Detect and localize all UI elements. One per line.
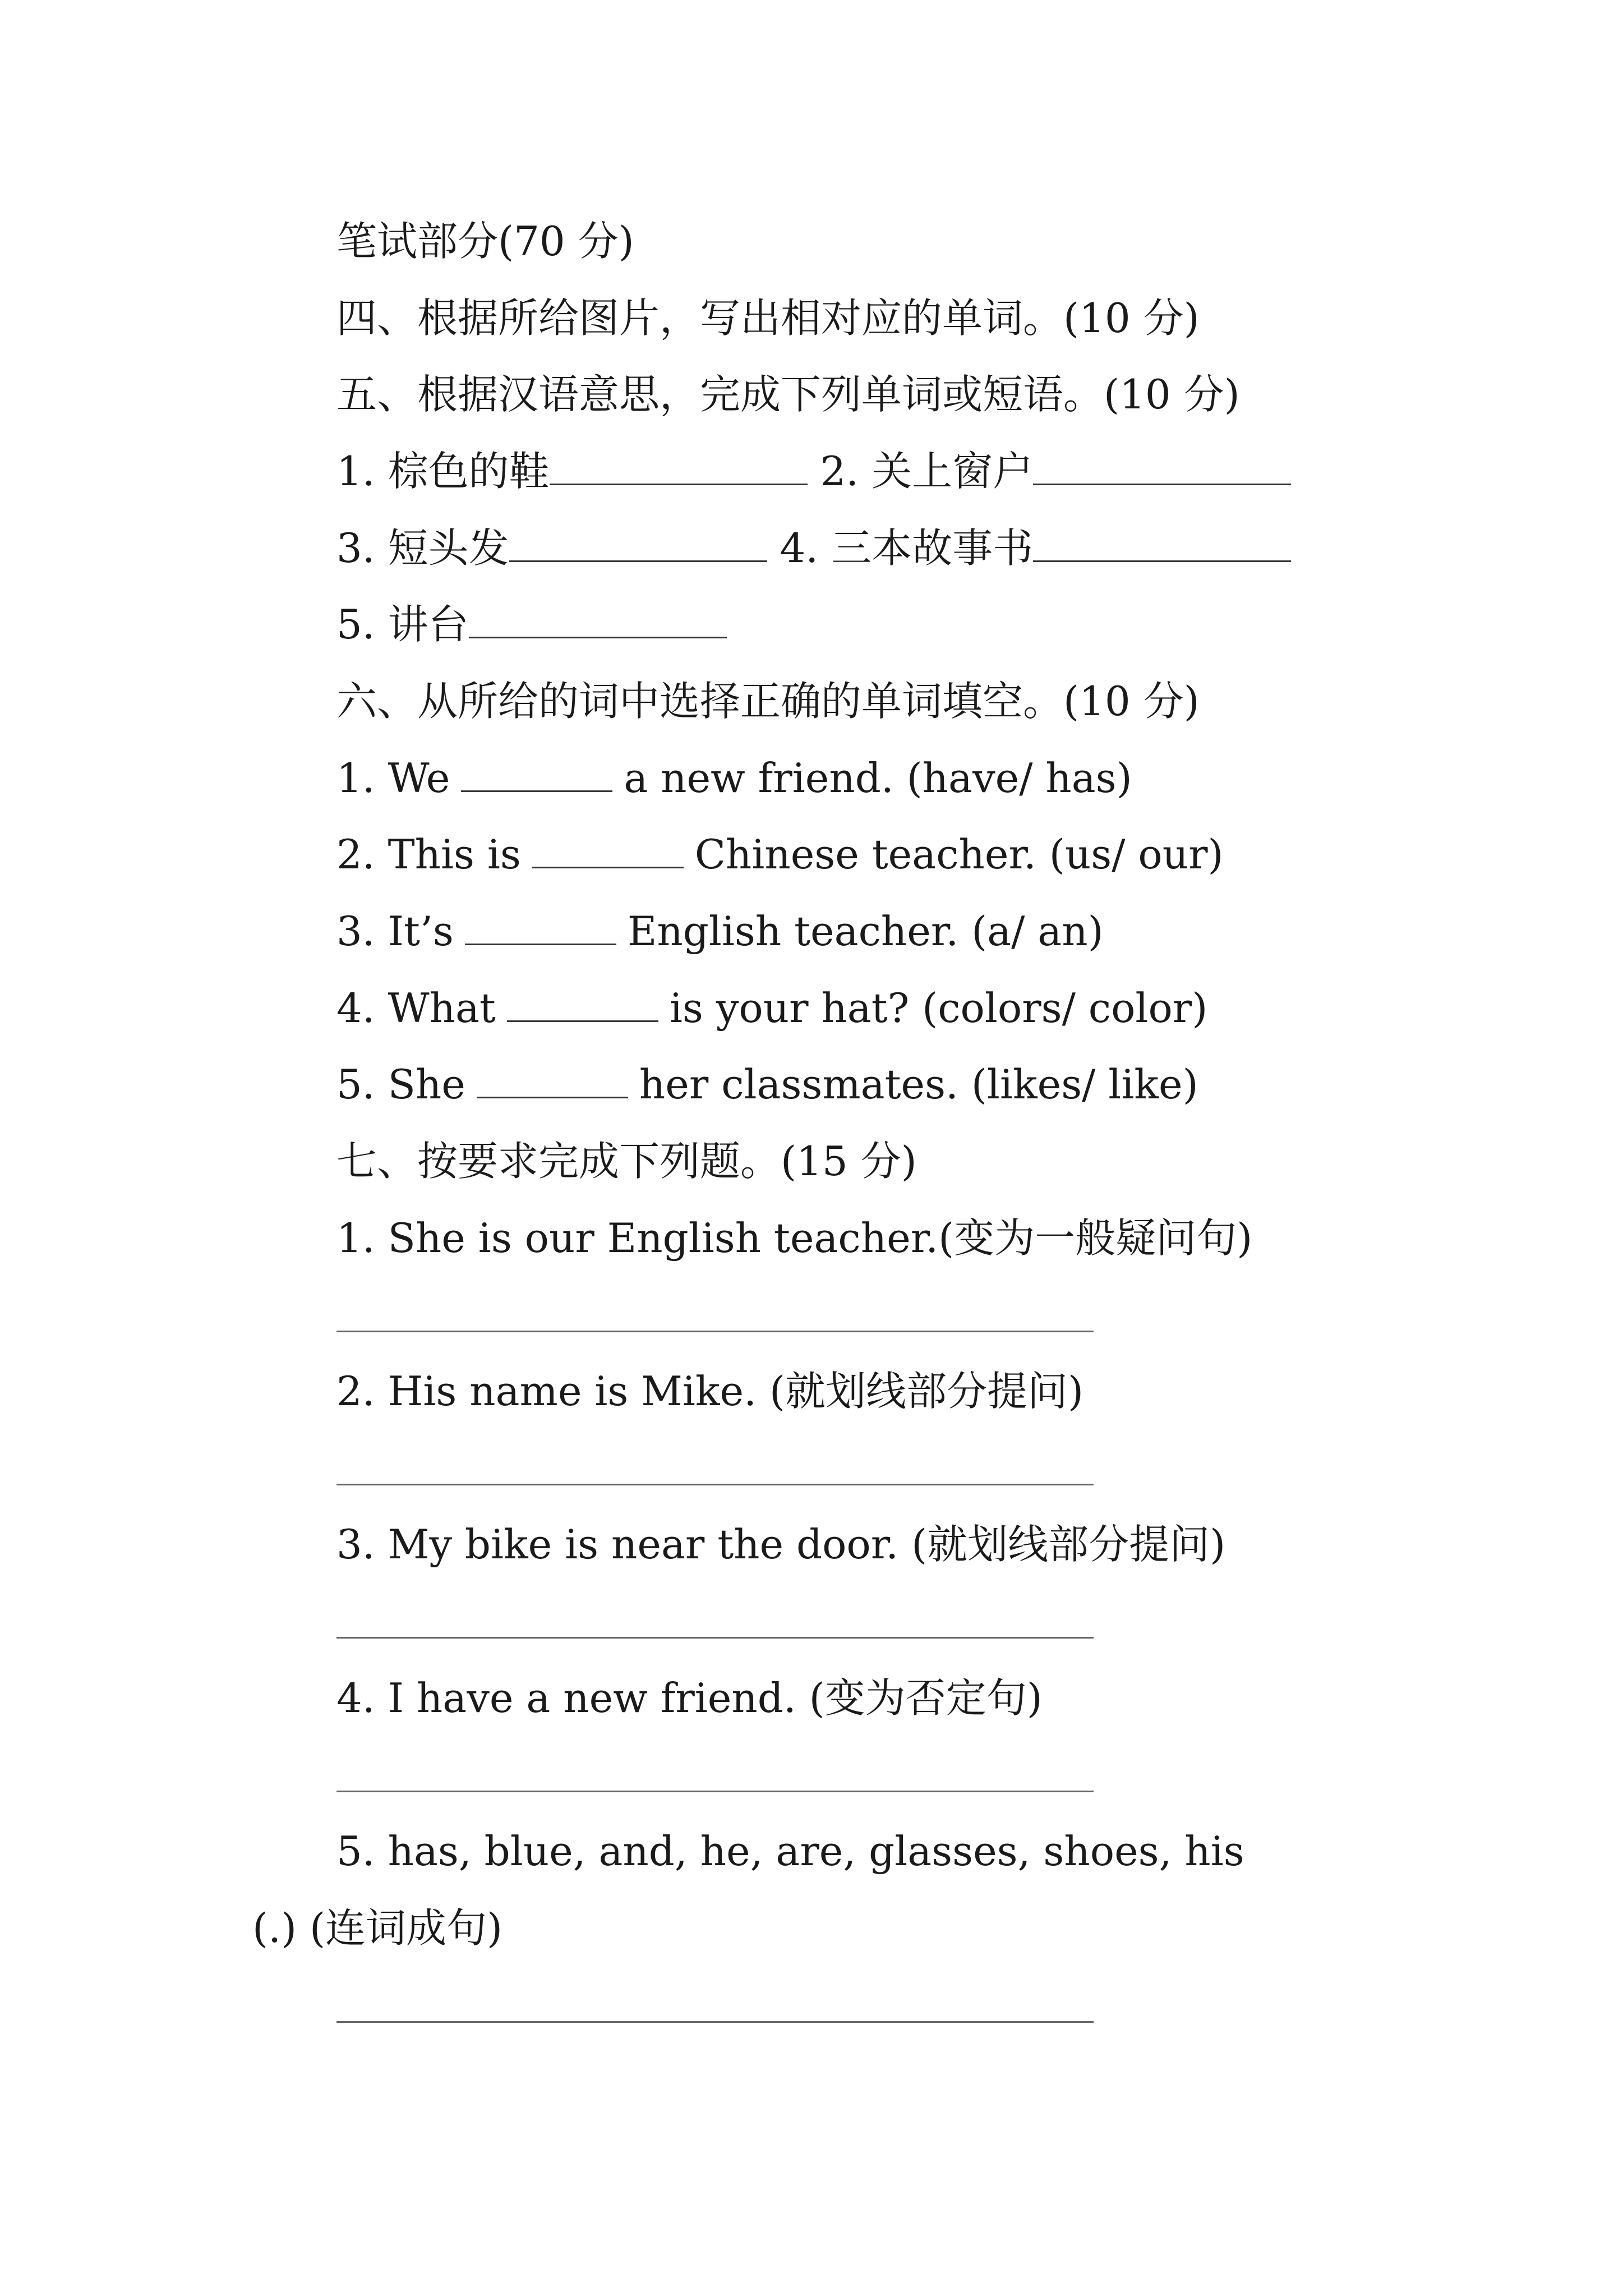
answer-blank[interactable]: [550, 448, 808, 485]
section-7-heading: 七、按要求完成下列题。(15 分): [336, 1138, 917, 1185]
section-6-item-1: [336, 753, 1132, 803]
section-6-heading: 六、从所给的词中选择正确的单词填空。(10 分): [336, 678, 1200, 725]
answer-line[interactable]: [336, 1637, 1094, 1639]
item-text: 讲台: [388, 601, 469, 648]
item-text: has, blue, and, he, are, glasses, shoes, his: [388, 1828, 1244, 1875]
item-number: 4.: [780, 524, 819, 572]
answer-line[interactable]: [336, 1791, 1094, 1792]
answer-blank[interactable]: [477, 1061, 628, 1098]
item-number: 2.: [820, 448, 859, 495]
section-6-item-4: [336, 983, 1207, 1033]
section-7-item-4: [336, 1673, 1043, 1723]
item-number: 2.: [336, 831, 375, 878]
item-number: 1.: [336, 448, 375, 495]
answer-blank[interactable]: [461, 754, 612, 792]
answer-blank[interactable]: [465, 908, 616, 945]
item-text: His name is Mike. (就划线部分提问): [388, 1368, 1084, 1415]
section-7-item-3: [336, 1519, 1225, 1570]
answer-line[interactable]: [336, 2021, 1094, 2023]
item-text: She is our English teacher.(变为一般疑问句): [388, 1214, 1253, 1262]
section-5-row-1: [336, 446, 1291, 496]
answer-blank[interactable]: [1033, 448, 1291, 485]
answer-line[interactable]: [336, 1331, 1094, 1332]
item-number: 3.: [336, 908, 375, 955]
item-text-before: It’s: [388, 908, 454, 955]
item-text-after: a new friend. (have/ has): [624, 754, 1132, 802]
item-number: 4.: [336, 984, 375, 1032]
section-4-heading: 四、根据所给图片，写出相对应的单词。(10 分): [336, 295, 1200, 342]
section-7-item-2: [336, 1366, 1083, 1416]
item-text: I have a new friend. (变为否定句): [388, 1674, 1043, 1722]
item-text: 棕色的鞋: [388, 448, 550, 495]
section-5-row-2: [336, 523, 1291, 573]
item-number: 3.: [336, 524, 375, 572]
item-text-before: She: [388, 1061, 465, 1108]
item-text-after: her classmates. (likes/ like): [639, 1061, 1198, 1108]
item-text: 三本故事书: [831, 524, 1034, 572]
section-6-item-2: [336, 829, 1224, 880]
item-text-before: This is: [388, 831, 521, 878]
answer-blank[interactable]: [469, 601, 727, 638]
answer-blank[interactable]: [1033, 524, 1291, 562]
answer-line[interactable]: [336, 1484, 1094, 1485]
answer-blank[interactable]: [509, 524, 767, 562]
item-number: 4.: [336, 1674, 375, 1722]
item-number: 5.: [336, 1061, 375, 1108]
item-number: 5.: [336, 601, 375, 648]
answer-blank[interactable]: [507, 984, 658, 1022]
item-text-after: is your hat? (colors/ color): [669, 984, 1208, 1032]
section-5-row-3: [336, 599, 727, 650]
item-text-before: What: [388, 984, 496, 1032]
section-6-item-5: [336, 1059, 1198, 1110]
item-text-after: English teacher. (a/ an): [627, 908, 1104, 955]
section-7-item-5-continuation: (.) (连词成句): [252, 1904, 503, 1952]
item-number: 1.: [336, 1214, 375, 1262]
written-part-title: 笔试部分(70 分): [336, 218, 634, 265]
section-7-item-5: [336, 1826, 1244, 1876]
answer-blank[interactable]: [532, 831, 684, 868]
item-number: 1.: [336, 754, 375, 802]
item-number: 3.: [336, 1521, 375, 1568]
item-text: 短头发: [388, 524, 509, 572]
section-5-heading: 五、根据汉语意思，完成下列单词或短语。(10 分): [336, 371, 1240, 418]
section-6-item-3: [336, 906, 1104, 956]
item-number: 2.: [336, 1368, 375, 1415]
item-text: 关上窗户: [872, 448, 1034, 495]
item-number: 5.: [336, 1828, 375, 1875]
item-text-after: Chinese teacher. (us/ our): [694, 831, 1224, 878]
item-text-before: We: [388, 754, 450, 802]
section-7-item-1: [336, 1213, 1252, 1263]
item-text: My bike is near the door. (就划线部分提问): [388, 1521, 1226, 1568]
